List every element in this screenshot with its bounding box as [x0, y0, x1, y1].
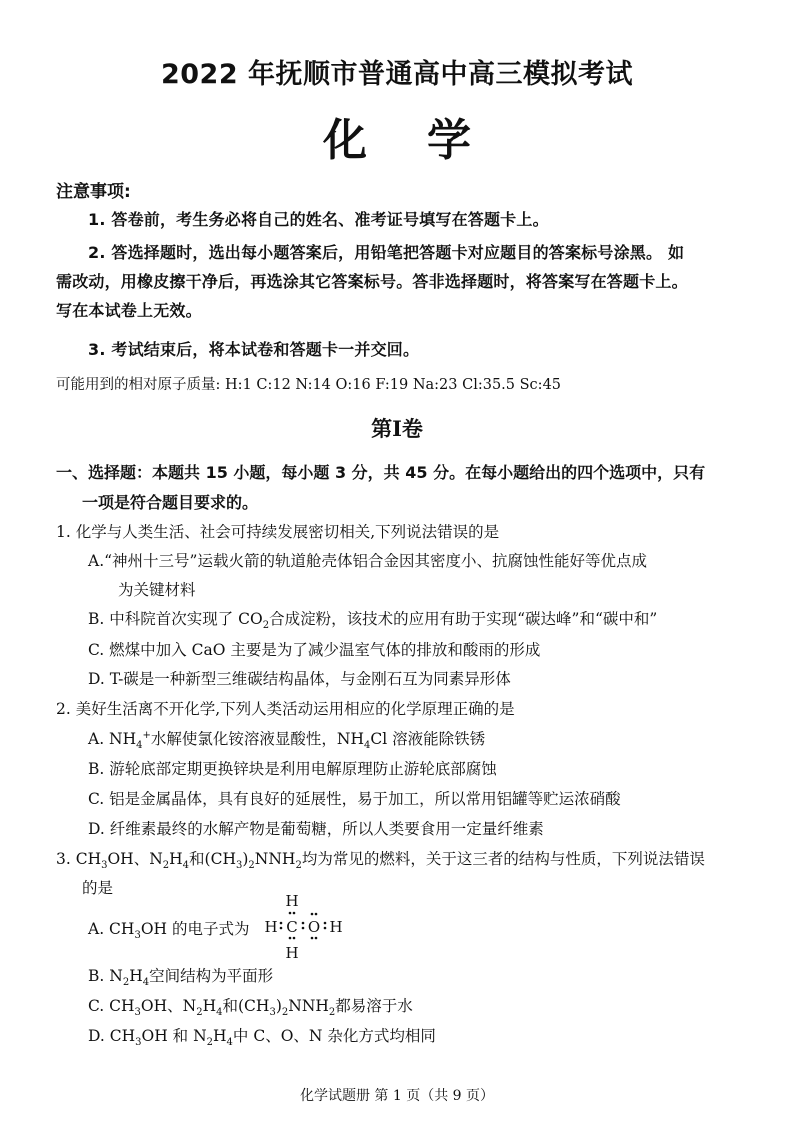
- q1-option-d: D. T-碳是一种新型三维碳结构晶体，与金刚石互为同素异形体: [88, 670, 511, 688]
- notice-heading: 注意事项:: [56, 182, 131, 202]
- subject-title: 化学: [323, 115, 531, 166]
- exam-title: 2022 年抚顺市普通高中高三模拟考试: [160, 59, 634, 90]
- notice-item-2-line-3: 写在本试卷上无效。: [56, 301, 202, 320]
- q2-option-b: B. 游轮底部定期更换锌块是利用电解原理防止游轮底部腐蚀: [88, 760, 497, 778]
- q1-option-b: B. 中科院首次实现了 $CO_2$合成淀粉，该技术的应用有助于实现“碳达峰”和“碳中和”: [88, 610, 658, 632]
- q3-option-c: C. $CH_3OH$、$N_2H_4$和$(CH_3)_2NNH_2$都易溶于水: [88, 997, 413, 1019]
- q3-option-b: B. $N_2H_4$空间结构为平面形: [88, 967, 274, 989]
- notice-item-3: 3. 考试结束后，将本试卷和答题卡一并交回。: [88, 340, 420, 359]
- q3-stem-line-1: 3. $CH_3OH$、$N_2H_4$和$(CH_3)_2NNH_2$均为常见的燃料，关于这三者的结构与性质，下列说法错误: [56, 850, 705, 872]
- q2-option-d: D. 纤维素最终的水解产物是葡萄糖，所以人类要食用一定量纤维素: [88, 820, 544, 838]
- q3-option-d: D. $CH_3OH$ 和 $N_2H_4$中 C、O、N 杂化方式均相同: [88, 1027, 436, 1049]
- q2-option-a: A. $NH_4^+$水解使氯化铵溶液显酸性，$NH_4Cl$ 溶液能除铁锈: [88, 729, 486, 752]
- notice-item-2-line-2: 需改动，用橡皮擦干净后，再选涂其它答案标号。答非选择题时，将答案写在答题卡上。: [56, 272, 688, 291]
- lewis-c: C: [286, 918, 298, 936]
- methanol-lewis-structure: [264, 892, 344, 962]
- lewis-h-top: H: [285, 892, 299, 910]
- q1-option-a-line-1: A.“神州十三号”运载火箭的轨道舱壳体铝合金因其密度小、抗腐蚀性能好等优点成: [88, 552, 647, 570]
- q3-stem-line-2: 的是: [82, 879, 114, 897]
- q1-option-c: C. 燃煤中加入 CaO 主要是为了减少温室气体的排放和酸雨的形成: [88, 641, 541, 659]
- lewis-h-left: H: [264, 918, 278, 936]
- q2-stem: 2. 美好生活离不开化学,下列人类活动运用相应的化学原理正确的是: [56, 700, 515, 718]
- q3-option-a: A. $CH_3OH$ 的电子式为: [88, 920, 250, 942]
- atomic-masses: 可能用到的相对原子质量: H:1 C:12 N:14 O:16 F:19 Na:23 Cl:35.5 Sc:45: [56, 377, 562, 393]
- notice-item-2-line-1: 2. 答选择题时，选出每小题答案后，用铅笔把答题卡对应题目的答案标号涂黑。 如: [88, 243, 685, 262]
- page-footer: 化学试题册 第 1 页（共 9 页）: [299, 1088, 495, 1104]
- lewis-h-right: H: [329, 918, 343, 936]
- notice-item-1: 1. 答卷前，考生务必将自己的姓名、准考证号填写在答题卡上。: [88, 210, 549, 229]
- instructions-line-2: 一项是符合题目要求的。: [82, 493, 259, 512]
- lewis-o: O: [307, 918, 321, 936]
- section-title: 第Ⅰ卷: [371, 416, 423, 441]
- q1-stem: 1. 化学与人类生活、社会可持续发展密切相关,下列说法错误的是: [56, 523, 500, 541]
- q2-option-c: C. 铝是金属晶体，具有良好的延展性，易于加工，所以常用铝罐等贮运浓硝酸: [88, 790, 621, 808]
- instructions-line-1: 一、选择题：本题共 15 小题，每小题 3 分，共 45 分。在每小题给出的四个选项中，只有: [56, 463, 706, 482]
- q1-option-a-line-2: 为关键材料: [118, 581, 196, 599]
- lewis-h-bottom: H: [285, 944, 299, 962]
